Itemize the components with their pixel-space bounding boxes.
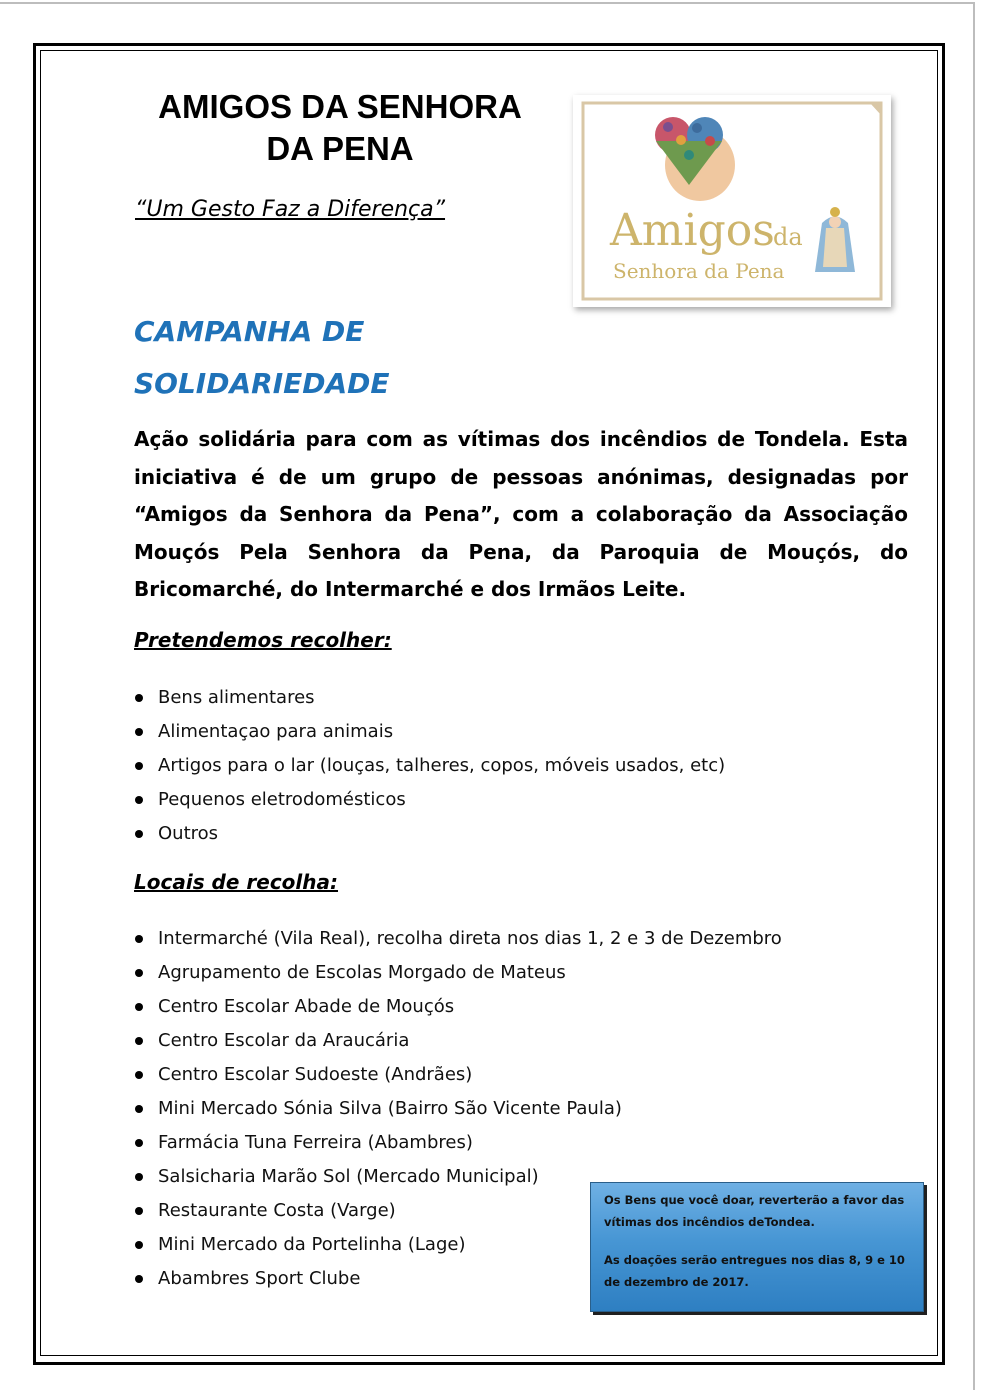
list-item: Mini Mercado Sónia Silva (Bairro São Vicente Paula) [134, 1092, 782, 1126]
list-item: Intermarché (Vila Real), recolha direta nos dias 1, 2 e 3 de Dezembro [134, 922, 782, 956]
notice-box [590, 1182, 924, 1312]
list-item: Salsicharia Marão Sol (Mercado Municipal) [134, 1160, 782, 1194]
page-title [130, 86, 550, 170]
list-item: Agrupamento de Escolas Morgado de Mateus [134, 956, 782, 990]
list-item: Centro Escolar Sudoeste (Andrães) [134, 1058, 782, 1092]
list-item: Abambres Sport Clube [134, 1262, 782, 1296]
page-edge-top [0, 2, 974, 4]
logo-text-da: da [773, 223, 803, 251]
campaign-line-1: CAMPANHA DE [134, 315, 365, 348]
list-item: Farmácia Tuna Ferreira (Abambres) [134, 1126, 782, 1160]
logo-graphic [573, 95, 891, 307]
logo [573, 95, 891, 307]
notice-line-2: As doações serão entregues nos dias 8, 9 e 10 de dezembro de 2017. [604, 1253, 905, 1289]
list-item: Mini Mercado da Portelinha (Lage) [134, 1228, 782, 1262]
list-item: Artigos para o lar (louças, talheres, copos, móveis usados, etc) [134, 749, 725, 783]
list-item: Restaurante Costa (Varge) [134, 1194, 782, 1228]
logo-corner-fold [870, 103, 881, 115]
notice-line-1: Os Bens que você doar, reverterão a favor das vítimas dos incêndios deTondea. [604, 1193, 905, 1229]
campaign-line-2: SOLIDARIEDADE [134, 367, 390, 400]
places-heading: Locais de recolha: [134, 870, 339, 894]
collect-heading: Pretendemos recolher: [134, 628, 392, 652]
list-item: Pequenos eletrodomésticos [134, 783, 725, 817]
virgin-figure-icon [815, 207, 855, 272]
title-line-2: DA PENA [266, 130, 414, 167]
list-item: Centro Escolar da Araucária [134, 1024, 782, 1058]
list-item: Centro Escolar Abade de Mouçós [134, 990, 782, 1024]
list-item: Outros [134, 817, 725, 851]
logo-text-sub: Senhora da Pena [613, 259, 785, 283]
title-line-1: AMIGOS DA SENHORA [158, 88, 522, 125]
collect-list [134, 681, 725, 851]
intro-paragraph: Ação solidária para com as vítimas dos incêndios de Tondela. Esta iniciativa é de um grupo de pessoas anónimas, designadas por “Amigos da Senhora da Pena”, com a colaboração da Associação Mouçós Pela Senhora da Pena, da Paroquia de Mouçós, do Bricomarché, do Intermarché e dos Irmãos Leite. [134, 427, 908, 601]
logo-text-main: Amigos [610, 205, 775, 256]
page-edge-right [973, 2, 975, 1390]
list-item: Bens alimentares [134, 681, 725, 715]
list-item: Alimentaçao para animais [134, 715, 725, 749]
campaign-heading [134, 306, 390, 410]
motto: “Um Gesto Faz a Diferença” [135, 197, 446, 222]
